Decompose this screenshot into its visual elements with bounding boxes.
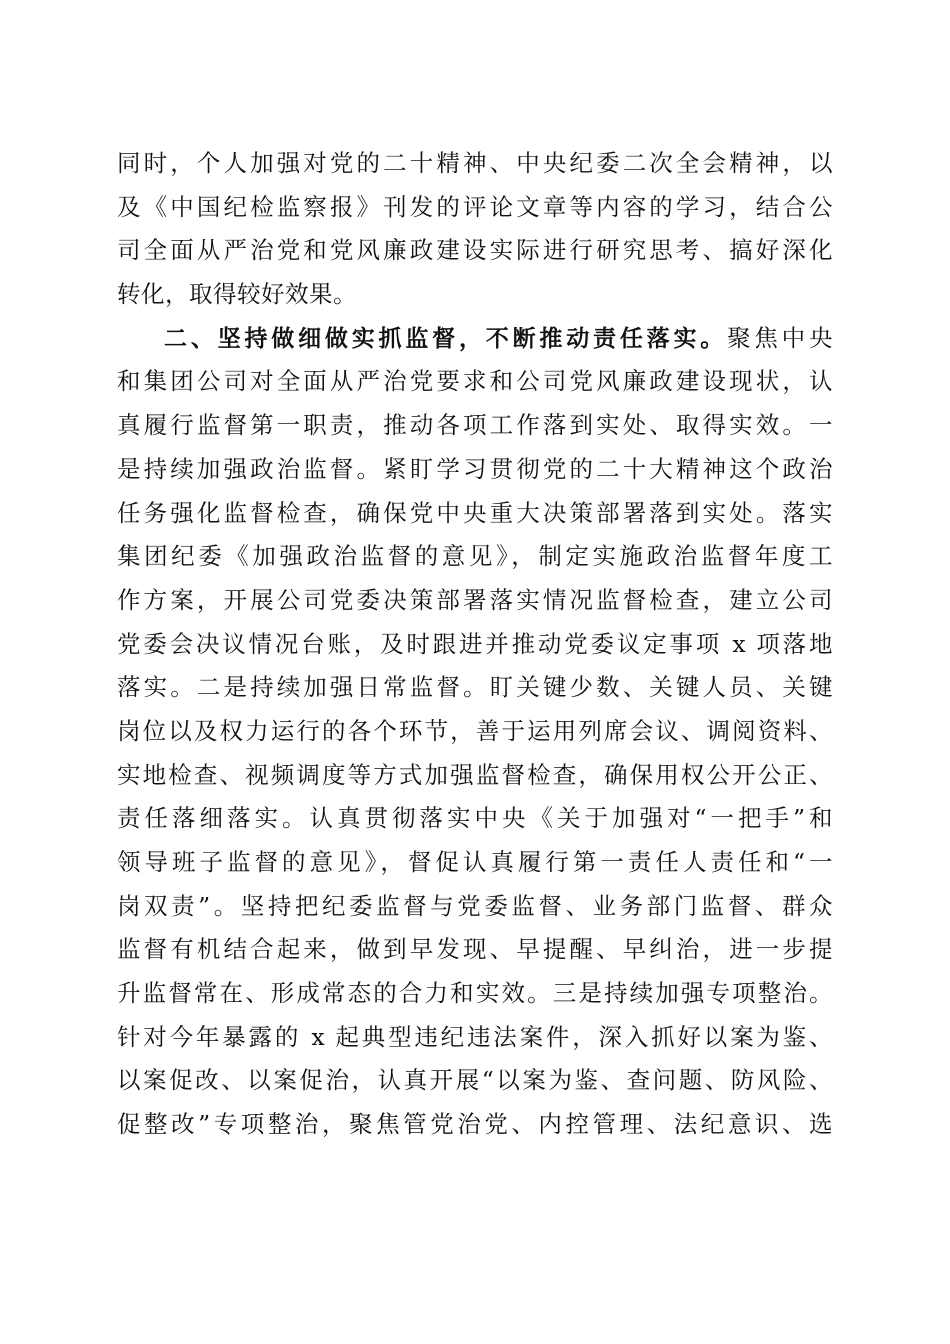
- document-body: [117, 142, 833, 1147]
- text-line: 落实。二是持续加强日常监督。盯关键少数、关键人员、关键: [117, 673, 833, 702]
- text-line: 实地检查、视频调度等方式加强监督检查，确保用权公开公正、: [117, 760, 833, 789]
- text-line: 任务强化监督检查，确保党中央重大决策部署落到实处。落实: [117, 498, 833, 527]
- text-line: 岗双责”。坚持把纪委监督与党委监督、业务部门监督、群众: [117, 891, 833, 920]
- text-line: 同时，个人加强对党的二十精神、中央纪委二次全会精神，以: [117, 149, 833, 177]
- text-line: 党委会决议情况台账，及时跟进并推动党委议定事项 x 项落地: [117, 629, 833, 658]
- text-line: 针对今年暴露的 x 起典型违纪违法案件，深入抓好以案为鉴、: [117, 1022, 833, 1051]
- text-line: 升监督常在、形成常态的合力和实效。三是持续加强专项整治。: [117, 979, 833, 1008]
- text-line: 领导班子监督的意见》，督促认真履行第一责任人责任和“一: [117, 848, 833, 876]
- text-line: 集团纪委《加强政治监督的意见》，制定实施政治监督年度工: [117, 542, 833, 571]
- paragraph-1: [117, 142, 833, 317]
- heading-line-rest: 聚焦中央: [727, 323, 833, 352]
- text-line: 及《中国纪检监察报》刊发的评论文章等内容的学习，结合公: [117, 192, 833, 221]
- text-line: 司全面从严治党和党风廉政建设实际进行研究思考、搞好深化: [117, 236, 833, 265]
- text-line: 以案促改、以案促治，认真开展“以案为鉴、查问题、防风险、: [117, 1066, 833, 1095]
- text-line: 岗位以及权力运行的各个环节，善于运用列席会议、调阅资料、: [117, 716, 833, 745]
- text-line: 作方案，开展公司党委决策部署落实情况监督检查，建立公司: [117, 585, 833, 614]
- text-line: 和集团公司对全面从严治党要求和公司党风廉政建设现状，认: [117, 367, 833, 396]
- text-line: 责任落细落实。认真贯彻落实中央《关于加强对“一把手”和: [117, 804, 833, 833]
- text-line: 真履行监督第一职责，推动各项工作落到实处、取得实效。一: [117, 411, 833, 440]
- text-line: 监督有机结合起来，做到早发现、早提醒、早纠治，进一步提: [117, 935, 833, 964]
- text-line-with-heading: [117, 317, 833, 361]
- paragraph-2: [117, 317, 833, 1147]
- text-line: 转化，取得较好效果。: [117, 280, 357, 309]
- text-line: 是持续加强政治监督。紧盯学习贯彻党的二十大精神这个政治: [117, 454, 833, 483]
- section-heading: 二、坚持做细做实抓监督，不断推动责任落实。: [164, 325, 728, 352]
- text-line: 促整改”专项整治，聚焦管党治党、内控管理、法纪意识、选: [117, 1110, 833, 1139]
